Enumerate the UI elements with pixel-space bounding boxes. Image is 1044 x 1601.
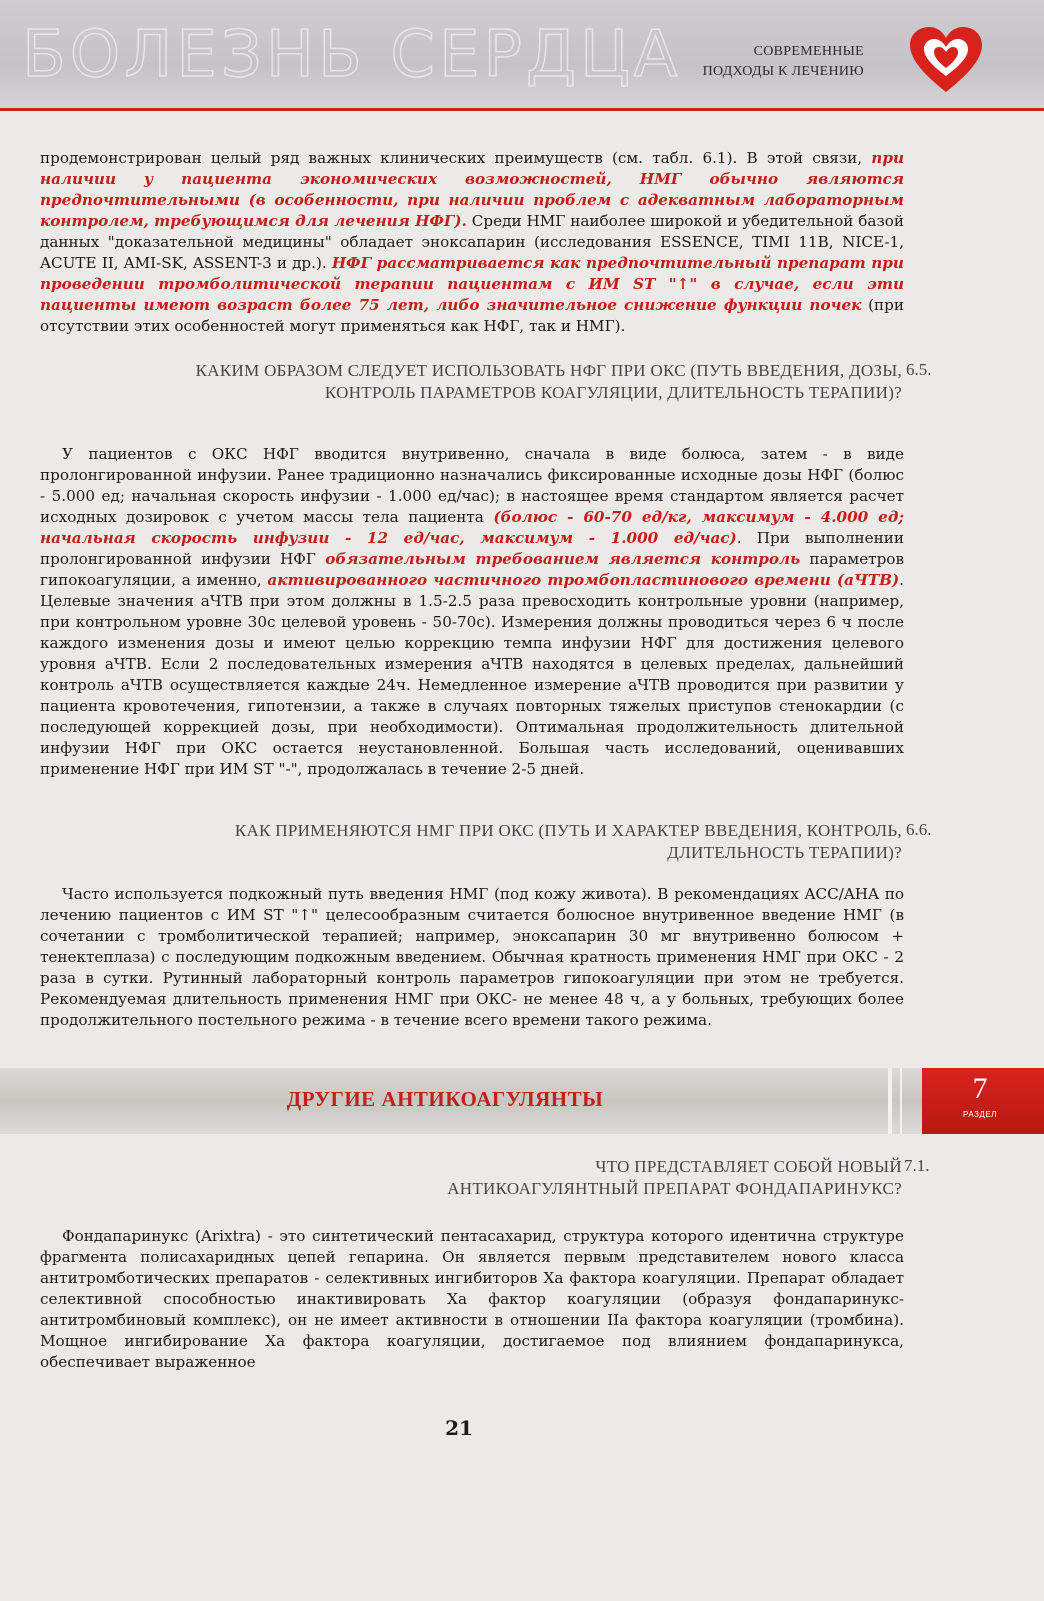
paragraph-3 bbox=[40, 884, 904, 1031]
header-watermark-title: БОЛЕЗНЬ СЕРДЦА bbox=[22, 18, 682, 92]
question-6-6 bbox=[40, 820, 902, 864]
question-7-1-number: 7.1. bbox=[904, 1156, 930, 1175]
p1-text-c: Среди НМГ наиболее широкой и убедительной базой данных "доказательной медицины" обладает эноксапарин (исследования ESSENCE, TIMI 11B, NICE-1, ACUTE II, AMI-SK, ASSENT-3 и др.). bbox=[40, 212, 904, 272]
p2-text-g: . Целевые значения аЧТВ при этом должны в 1.5-2.5 раза превосходить контрольные уровни (например, при контрольном уровне 30с целевой уровень - 50-70с). Измерения должны проводиться через 6 ч после каждого изменения дозы и имеют целью коррекцию темпа инфузии НФГ для достижения целевого уровня аЧТВ. Если 2 последовательных измерения аЧТВ находятся в целевых пределах, дальнейший контроль аЧТВ осуществляется каждые 24ч. Немедленное измерение аЧТВ проводится при развитии у пациента кровотечения, гипотензии, а также в случаях повторных тяжелых приступов стенокардии (с последующей коррекцией дозы, при необходимости). Оптимальная продолжительность длительной инфузии НФГ при ОКС остается неустановленной. Большая часть исследований, оценивавших применение НФГ при ИМ ST "-", продолжалась в течение 2-5 дней. bbox=[40, 571, 904, 778]
header-subtitle bbox=[703, 42, 864, 82]
question-6-5-line1: КАКИМ ОБРАЗОМ СЛЕДУЕТ ИСПОЛЬЗОВАТЬ НФГ ПРИ ОКС (ПУТЬ ВВЕДЕНИЯ, ДОЗЫ, bbox=[195, 361, 902, 380]
heart-icon bbox=[908, 26, 984, 96]
paragraph-1 bbox=[40, 148, 904, 337]
p2-text-e: параметров гипокоагуляции, а именно, bbox=[40, 550, 904, 589]
p1-highlight-d: НФГ рассматривается как предпочтительный препарат при проведении тромболитической терапии пациентам с ИМ ST "↑" в случае, если эти пациенты имеют возраст более 75 лет, либо значительное снижение функции почек bbox=[40, 254, 904, 314]
header-subtitle-line1: СОВРЕМЕННЫЕ bbox=[753, 44, 864, 59]
question-6-5-line2: КОНТРОЛЬ ПАРАМЕТРОВ КОАГУЛЯЦИИ, ДЛИТЕЛЬНОСТЬ ТЕРАПИИ)? bbox=[324, 383, 902, 402]
page-number: 21 bbox=[445, 1416, 473, 1440]
p1-highlight-b: при наличии у пациента экономических возможностей, НМГ обычно являются предпочтительными (в особенности, при наличии проблем с адекватным лабораторным контролем, требующимся для лечения НФГ). bbox=[40, 149, 904, 230]
question-6-6-number: 6.6. bbox=[906, 820, 932, 839]
paragraph-4 bbox=[40, 1226, 904, 1373]
p2-highlight-b: (болюс - 60-70 ед/кг, максимум - 4.000 ед; начальная скорость инфузии - 12 ед/час, максимум - 1.000 ед/час) bbox=[40, 508, 905, 547]
p4-text: Фондапаринукс (Arixtra) - это синтетический пентасахарид, структура которого идентична структуре фрагмента полисахаридных цепей гепарина. Он является первым представителем нового класса антитромботических препаратов - селективных ингибиторов Ха фактора коагуляции. Препарат обладает селективной способностью инактивировать Ха фактор коагуляции (образуя фондапаринукс-антитромбиновый комплекс), он не имеет активности в отношении IIа фактора коагуляции (тромбина). Мощное ингибирование Ха фактора коагуляции, достигаемое под влиянием фондапаринукса, обеспечивает выраженное bbox=[40, 1227, 904, 1371]
question-6-5-number: 6.5. bbox=[906, 360, 932, 379]
question-6-6-line1: КАК ПРИМЕНЯЮТСЯ НМГ ПРИ ОКС (ПУТЬ И ХАРАКТЕР ВВЕДЕНИЯ, КОНТРОЛЬ, bbox=[234, 821, 902, 840]
paragraph-2 bbox=[40, 444, 904, 780]
p2-text-a: У пациентов с ОКС НФГ вводится внутривенно, сначала в виде болюса, затем - в виде пролонгированной инфузии. Ранее традиционно назначались фиксированные исходные дозы НФГ (болюс - 5.000 ед; начальная скорость инфузии - 1.000 ед/час); в настоящее время стандартом является расчет исходных дозировок с учетом массы тела пациента bbox=[40, 445, 904, 526]
p1-text-e: (при отсутствии этих особенностей могут применяться как НФГ, так и НМГ). bbox=[40, 296, 904, 335]
header-subtitle-line2: ПОДХОДЫ К ЛЕЧЕНИЮ bbox=[702, 64, 864, 79]
question-7-1-line2: АНТИКОАГУЛЯНТНЫЙ ПРЕПАРАТ ФОНДАПАРИНУКС? bbox=[447, 1179, 902, 1198]
header-red-rule bbox=[0, 108, 1044, 111]
question-7-1-line1: ЧТО ПРЕДСТАВЛЯЕТ СОБОЙ НОВЫЙ bbox=[595, 1157, 902, 1176]
question-7-1 bbox=[40, 1156, 902, 1200]
section-band-divider-thin bbox=[900, 1068, 902, 1134]
section-label: РАЗДЕЛ bbox=[963, 1110, 997, 1119]
p3-text: Часто используется подкожный путь введения НМГ (под кожу живота). В рекомендациях ACC/AHA по лечению пациентов с ИМ ST "↑" целесообразным считается болюсное внутривенное введение НМГ (в сочетании с тромболитической терапией; например, эноксапарин 30 мг внутривенно болюсом + тенектеплаза) с последующим подкожным введением. Обычная кратность применения НМГ при ОКС - 2 раза в сутки. Рутинный лабораторный контроль параметров гипокоагуляции при этом не требуется. Рекомендуемая длительность применения НМГ при ОКС- не менее 48 ч, а у больных, требующих более продолжительного постельного режима - в течение всего времени такого режима. bbox=[40, 885, 904, 1029]
p2-text-c: . При выполнении пролонгированной инфузии НФГ bbox=[40, 529, 904, 568]
p1-text-a: продемонстрирован целый ряд важных клинических преимуществ (см. табл. 6.1). В этой связи, bbox=[40, 149, 872, 167]
section-number: 7 bbox=[972, 1072, 988, 1105]
p2-highlight-d: обязательным требованием является контроль bbox=[325, 550, 801, 568]
section-title: ДРУГИЕ АНТИКОАГУЛЯНТЫ bbox=[286, 1087, 604, 1111]
question-6-6-line2: ДЛИТЕЛЬНОСТЬ ТЕРАПИИ)? bbox=[667, 843, 902, 862]
p2-highlight-f: активированного частичного тромбопластинового времени (аЧТВ) bbox=[267, 571, 900, 589]
page-header bbox=[0, 0, 1044, 110]
question-6-5 bbox=[40, 360, 902, 404]
